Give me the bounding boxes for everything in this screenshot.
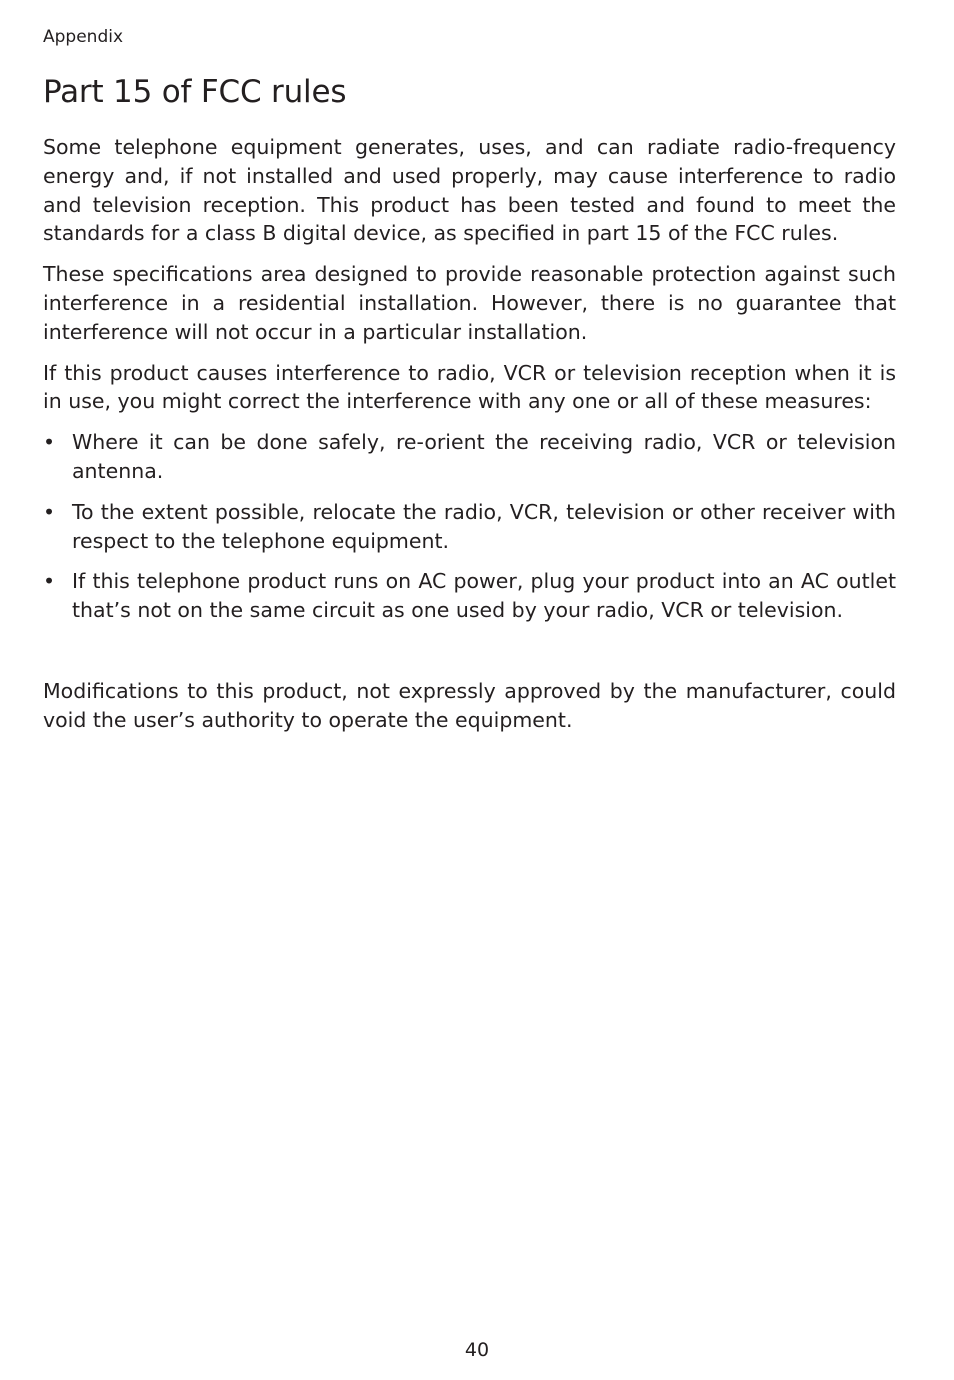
bullet-icon: • (43, 569, 56, 594)
list-item (43, 567, 896, 625)
paragraph-radiation: Some telephone equipment generates, uses, and can radiate radio-frequency energy and, if not installed and used properly, may cause interference to radio and television reception. This product has been tested and found to meet the standards for a class B digital device, as specified in part 15 of the FCC rules. (43, 135, 896, 246)
page-title: Part 15 of FCC rules (43, 74, 347, 110)
list-item (43, 428, 896, 486)
list-item-text: Where it can be done safely, re-orient the receiving radio, VCR or television antenna. (72, 430, 896, 483)
list-item (43, 498, 896, 556)
body-content (43, 133, 896, 747)
measures-list (43, 428, 896, 625)
paragraph-modifications: Modifications to this product, not expressly approved by the manufacturer, could void the user’s authority to operate the equipment. (43, 678, 896, 732)
list-item-text: If this telephone product runs on AC power, plug your product into an AC outlet that’s not on the same circuit as one used by your radio, VCR or television. (72, 569, 896, 623)
paragraph-specifications: These specifications area designed to provide reasonable protection against such interference in a residential installation. However, there is no guarantee that interference will not occur in a particular installation. (43, 262, 896, 344)
list-item-text: To the extent possible, relocate the radio, VCR, television or other receiver with respect to the telephone equipment. (72, 499, 896, 553)
paragraph-measures: If this product causes interference to radio, VCR or television reception when it is in use, you might correct the interference with any one or all of these measures: (43, 360, 896, 414)
section-label: Appendix (43, 27, 124, 47)
bullet-icon: • (43, 430, 56, 455)
bullet-icon: • (43, 499, 56, 524)
page-number: 40 (464, 1339, 490, 1361)
